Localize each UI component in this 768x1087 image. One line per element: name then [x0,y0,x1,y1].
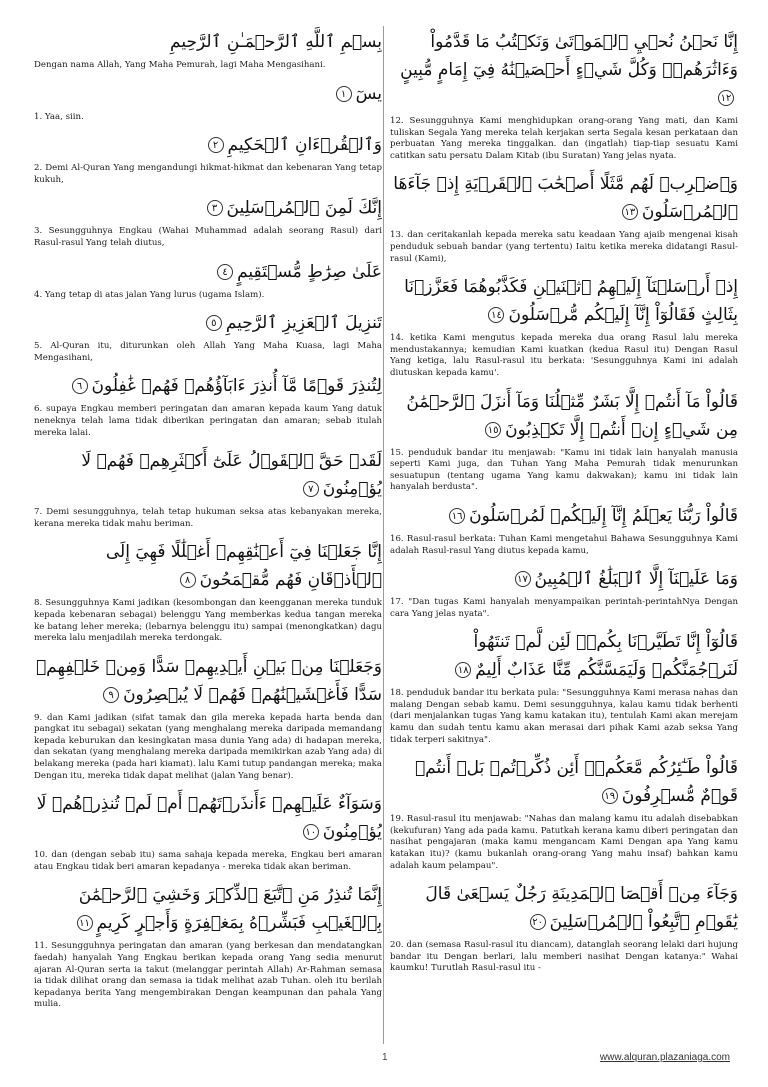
verse-number-marker: ٣ [207,200,223,216]
malay-translation: 11. Sesungguhnya peringatan dan amaran (yang berkesan dan mendatangkan faedah) hanyalah Yang Engkau berikan kepada orang Yang sedia menurut ajaran Al-Quran serta ia takut (melanggar perintah Allah) Ar-Rahman semasa ia tidak dilihat orang dan semasa ia tidak melihat azab Tuhan. oleh itu berilah kepadanya berita Yang mengembirakan Dengan keampunan dan pahala Yang mulia. [34,941,382,1010]
verse-block [34,80,382,124]
verse-block [34,538,382,644]
verse-number-marker: ٨ [180,572,196,588]
arabic-verse [34,258,382,286]
verse-number-marker: ١٢ [718,90,734,106]
malay-translation: 13. dan ceritakanlah kepada mereka satu keadaan Yang ajaib mengenai kisah penduduk sebuah bandar (yang tertentu) Iaitu ketika mereka didatangi Rasul-rasul (Kami), [390,230,738,264]
malay-translation: 16. Rasul-rasul berkata: Tuhan Kami mengetahui Bahawa Sesungguhnya Kami adalah Rasul-rasul Yang diutus kepada kamu, [390,533,738,556]
arabic-text: وَجَآءَ مِنۡ أَقۡصَا ٱلۡمَدِينَةِ رَجُلٌ يَسۡعَىٰ قَالَ يَٰقَوۡمِ ٱتَّبِعُواْ ٱلۡمُرۡسَلِينَ [425,884,738,933]
verse-block [34,881,382,1011]
verse-number-marker: ١٥ [485,422,501,438]
right-column [390,26,738,1046]
malay-translation: 19. Rasul-rasul itu menjawab: "Nahas dan malang kamu itu adalah disebabkan (kekufuran) Yang ada pada kamu. Patutkah kerana kamu diberi peringatan dan nasihat pengajaran (maka kamu mengancam Kami Dengan apa Yang kamu katakan itu)? (kamu bukanlah orang-orang Yang mahu insaf) bahkan kamu adalah kaum pelampau". [390,814,738,871]
page-footer [0,1052,768,1072]
verse-number-marker: ٦ [72,378,88,394]
verse-number-marker: ١ [336,86,352,102]
malay-translation: 14. ketika Kami mengutus kepada mereka dua orang Rasul lalu mereka mendustakannya; kemudian Kami kuatkan (kedua Rasul itu) Dengan Rasul Yang ketiga, lalu Rasul-rasul itu berkata: 'Sesungguhnya Kami ini adalah diutuskan kepada kamu'. [390,333,738,378]
malay-translation: 18. penduduk bandar itu berkata pula: "Sesungguhnya Kami merasa nahas dan malang Dengan sebab kamu. Demi sesungguhnya, kalau kamu tidak berhenti (dari menjalankan tugas Yang kamu katakan itu), tentulah Kami akan merejam kamu dan sudah tentu kamu akan merasai dari pihak Kami azab seksa Yang tidak terperi sakitnya". [390,688,738,745]
arabic-text: إِنَّكَ لَمِنَ ٱلۡمُرۡسَلِينَ [226,198,382,219]
arabic-verse [390,388,738,444]
arabic-verse [34,131,382,159]
arabic-verse [34,309,382,337]
malay-translation: 12. Sesungguhnya Kami menghidupkan orang-orang Yang mati, dan Kami tuliskan Segala Yang mereka telah kerjakan serta Segala kesan perkataan dan perbuatan Yang mereka tinggalkan. dan (ingatlah) tiap-tiap sesuatu Kami catitkan satu persatu Dalam Kitab (ibu Suratan) Yang jelas nyata. [390,116,738,161]
page-number: 1 [382,1052,388,1063]
arabic-verse [34,194,382,222]
left-column [34,26,382,1046]
verse-block [34,447,382,530]
verse-number-marker: ٧ [303,481,319,497]
verse-block [390,28,738,162]
verse-number-marker: ١٠ [303,824,319,840]
arabic-verse [34,28,382,56]
verse-block [34,28,382,72]
arabic-verse [390,754,738,810]
verse-number-marker: ٢ [208,137,224,153]
arabic-text: إِنَّا نَحۡنُ نُحۡيِ ٱلۡمَوۡتَىٰ وَنَكۡتُبُ مَا قَدَّمُواْ وَءَاثَٰرَهُمۡۚ وَكُلَّ شَيۡءٍ أَحۡصَيۡنَٰهُ فِيٓ إِمَامٍ مُّبِينٍ [400,32,738,80]
verse-number-marker: ١٩ [602,788,618,804]
arabic-verse [34,372,382,400]
arabic-text: وَسَوَآءٌ عَلَيۡهِمۡ ءَأَنذَرۡتَهُمۡ أَمۡ لَمۡ تُنذِرۡهُمۡ لَا يُؤۡمِنُونَ [36,794,382,843]
arabic-verse [34,447,382,503]
malay-translation: 4. Yang tetap di atas jalan Yang lurus (ugama Islam). [34,289,265,300]
arabic-verse [390,628,738,684]
verse-block [34,790,382,873]
malay-translation: 17. "Dan tugas Kami hanyalah menyampaikan perintah-perintahNya Dengan cara Yang jelas nyata". [390,597,738,619]
verse-block [34,653,382,783]
arabic-verse [390,502,738,530]
malay-translation: 5. Al-Quran itu, diturunkan oleh Allah Yang Maha Kuasa, lagi Maha Mengasihani, [34,341,382,363]
arabic-verse [390,28,738,112]
verse-block [34,131,382,186]
column-divider [383,26,384,1044]
verse-block [390,502,738,557]
arabic-text: قَالُواْ رَبُّنَا يَعۡلَمُ إِنَّآ إِلَيۡكُمۡ لَمُرۡسَلُونَ [469,505,738,526]
arabic-verse [390,170,738,226]
verse-block [390,628,738,746]
arabic-text: وَٱضۡرِبۡ لَهُم مَّثَلًا أَصۡحَٰبَ ٱلۡقَرۡيَةِ إِذۡ جَآءَهَا ٱلۡمُرۡسَلُونَ [393,174,738,223]
verse-number-marker: ١١ [77,915,93,931]
malay-translation: 10. dan (dengan sebab itu) sama sahaja kepada mereka, Engkau beri amaran atau Engkau tidak beri amaran kepadanya - mereka tidak akan beriman. [34,850,382,872]
malay-translation: 15. penduduk bandar itu menjawab: "Kamu ini tidak lain hanyalah manusia seperti Kami juga, dan Tuhan Yang Maha Pemurah tidak menurunkan sesuatupun (tentang ugama Yang kamu dakwakan); kamu ini tidak lain hanyalah berdusta". [390,447,738,493]
arabic-text: وَمَا عَلَيۡنَآ إِلَّا ٱلۡبَلَٰغُ ٱلۡمُبِينُ [534,569,738,590]
arabic-text: تَنزِيلَ ٱلۡعَزِيزِ ٱلرَّحِيمِ [225,313,382,334]
arabic-text: قَالُواْ طَـٰٓئِرُكُم مَّعَكُمۡۚ أَئِن ذُكِّرۡتُمۚ بَلۡ أَنتُمۡ قَوۡمٌ مُّسۡرِفُونَ [414,758,738,807]
arabic-verse [390,880,738,936]
verse-number-marker: ٩ [103,687,119,703]
malay-translation: 9. dan Kami jadikan (sifat tamak dan gila mereka kepada harta benda dan pangkat itu sebagai) sekatan (yang menghalang mereka daripada memandang kepada keburukan dan kesingkatan masa dunia Yang ada) di hadapan mereka, dan sekatan (yang menghalang mereka daripada memikirkan azab Yang ada) di belakang mereka (pada hari kiamat). lalu Kami tutup pandangan mereka; maka Dengan itu, mereka tidak dapat melihat (jalan Yang benar). [34,712,382,781]
verse-block [390,273,738,379]
arabic-verse [390,565,738,593]
verse-block [34,258,382,302]
verse-block [390,388,738,494]
verse-block [390,170,738,265]
malay-translation: 8. Sesungguhnya Kami jadikan (kesombongan dan keengganan mereka tunduk kepada kebenaran sebagai) belenggu Yang memberkas kedua tangan mereka ke batang leher mereka; (lebarnya belenggu itu) sampai (menongkatkan) dagu mereka lalu menjadilah mereka terdongak. [34,598,382,644]
arabic-verse [390,273,738,329]
arabic-text: وَجَعَلۡنَا مِنۢ بَيۡنِ أَيۡدِيهِمۡ سَدًّا وَمِنۡ خَلۡفِهِمۡ سَدًّا فَأَغۡشَيۡنَٰهُمۡ فَهُمۡ لَا يُبۡصِرُونَ [35,656,382,705]
arabic-text: وَٱلۡقُرۡءَانِ ٱلۡحَكِيمِ [227,135,382,156]
arabic-text: قَالُوٓاْ إِنَّا تَطَيَّرۡنَا بِكُمۡۖ لَئِن لَّمۡ تَنتَهُواْ لَنَرۡجُمَنَّكُمۡ وَلَيَمَسَّنَّكُم مِّنَّا عَذَابٌ أَلِيمٌ [473,632,738,681]
arabic-text: لَقَدۡ حَقَّ ٱلۡقَوۡلُ عَلَىٰٓ أَكۡثَرِهِمۡ فَهُمۡ لَا يُؤۡمِنُونَ [81,451,382,500]
arabic-text: إِذۡ أَرۡسَلۡنَآ إِلَيۡهِمُ ٱثۡنَيۡنِ فَكَذَّبُوهُمَا فَعَزَّزۡنَا بِثَالِثٍ فَقَالُوٓاْ إِنَّآ إِلَيۡكُم مُّرۡسَلُونَ [404,277,738,326]
malay-translation: 7. Demi sesungguhnya, telah tetap hukuman seksa atas kebanyakan mereka, kerana mereka tidak mahu beriman. [34,507,382,529]
arabic-verse [34,653,382,709]
arabic-text: إِنَّمَا تُنذِرُ مَنِ ٱتَّبَعَ ٱلذِّكۡرَ وَخَشِيَ ٱلرَّحۡمَٰنَ بِٱلۡغَيۡبِ فَبَشِّرۡهُ بِمَغۡفِرَةٍ وَأَجۡرٍ كَرِيمٍ [78,885,382,934]
arabic-text: عَلَىٰ صِرَٰطٍ مُّسۡتَقِيمٍ [237,261,382,282]
verse-number-marker: ١٧ [515,571,531,587]
arabic-text: إِنَّا جَعَلۡنَا فِيٓ أَعۡنَٰقِهِمۡ أَغۡلَٰلًا فَهِيَ إِلَى ٱلۡأَذۡقَانِ فَهُم مُّقۡمَحُونَ [105,542,382,591]
malay-translation: 3. Sesungguhnya Engkau (Wahai Muhammad adalah seorang Rasul) dari Rasul-rasul Yang telah diutus, [34,226,382,248]
verse-block [34,309,382,364]
arabic-text: لِتُنذِرَ قَوۡمًا مَّآ أُنذِرَ ءَابَآؤُهُمۡ فَهُمۡ غَٰفِلُونَ [91,376,382,397]
verse-block [34,194,382,249]
arabic-text: قَالُواْ مَآ أَنتُمۡ إِلَّا بَشَرٌ مِّثۡلُنَا وَمَآ أَنزَلَ ٱلرَّحۡمَٰنُ مِن شَيۡءٍ إِنۡ أَنتُمۡ إِلَّا تَكۡذِبُونَ [406,391,738,440]
malay-translation: 1. Yaa, siin. [34,111,84,122]
verse-number-marker: ١٨ [455,662,471,678]
verse-number-marker: ٤ [217,264,233,280]
verse-number-marker: ١٦ [449,508,465,524]
verse-number-marker: ١٣ [622,204,638,220]
arabic-text: بِسۡمِ ٱللَّهِ ٱلرَّحۡمَـٰنِ ٱلرَّحِيمِ [170,32,382,52]
verse-number-marker: ٥ [206,315,222,331]
verse-number-marker: ٢٠ [530,914,546,930]
malay-translation: 6. supaya Engkau memberi peringatan dan amaran kepada kaum Yang datuk neneknya telah lama tidak diberikan peringatan dan amaran; sebab itulah mereka lalai. [34,404,382,438]
verse-block [390,754,738,872]
arabic-text: يسٓ [355,83,382,104]
arabic-verse [34,881,382,937]
arabic-verse [34,80,382,108]
malay-translation: 2. Demi Al-Quran Yang mengandungi hikmat-hikmat dan kebenaran Yang tetap kukuh, [34,163,382,185]
malay-translation: Dengan nama Allah, Yang Maha Pemurah, lagi Maha Mengasihani. [34,60,326,70]
malay-translation: 20. dan (semasa Rasul-rasul itu diancam), datanglah seorang lelaki dari hujung bandar itu Dengan berlari, lalu memberi nasihat Dengan katanya:" Wahai kaumku! Turutlah Rasul-rasul itu - [390,940,738,974]
website-link[interactable]: www.alquran.plazaniaga.com [599,1052,730,1063]
verse-block [390,565,738,620]
verse-number-marker: ١٤ [488,307,504,323]
arabic-verse [34,790,382,846]
verse-block [34,372,382,439]
verse-block [390,880,738,975]
arabic-verse [34,538,382,594]
